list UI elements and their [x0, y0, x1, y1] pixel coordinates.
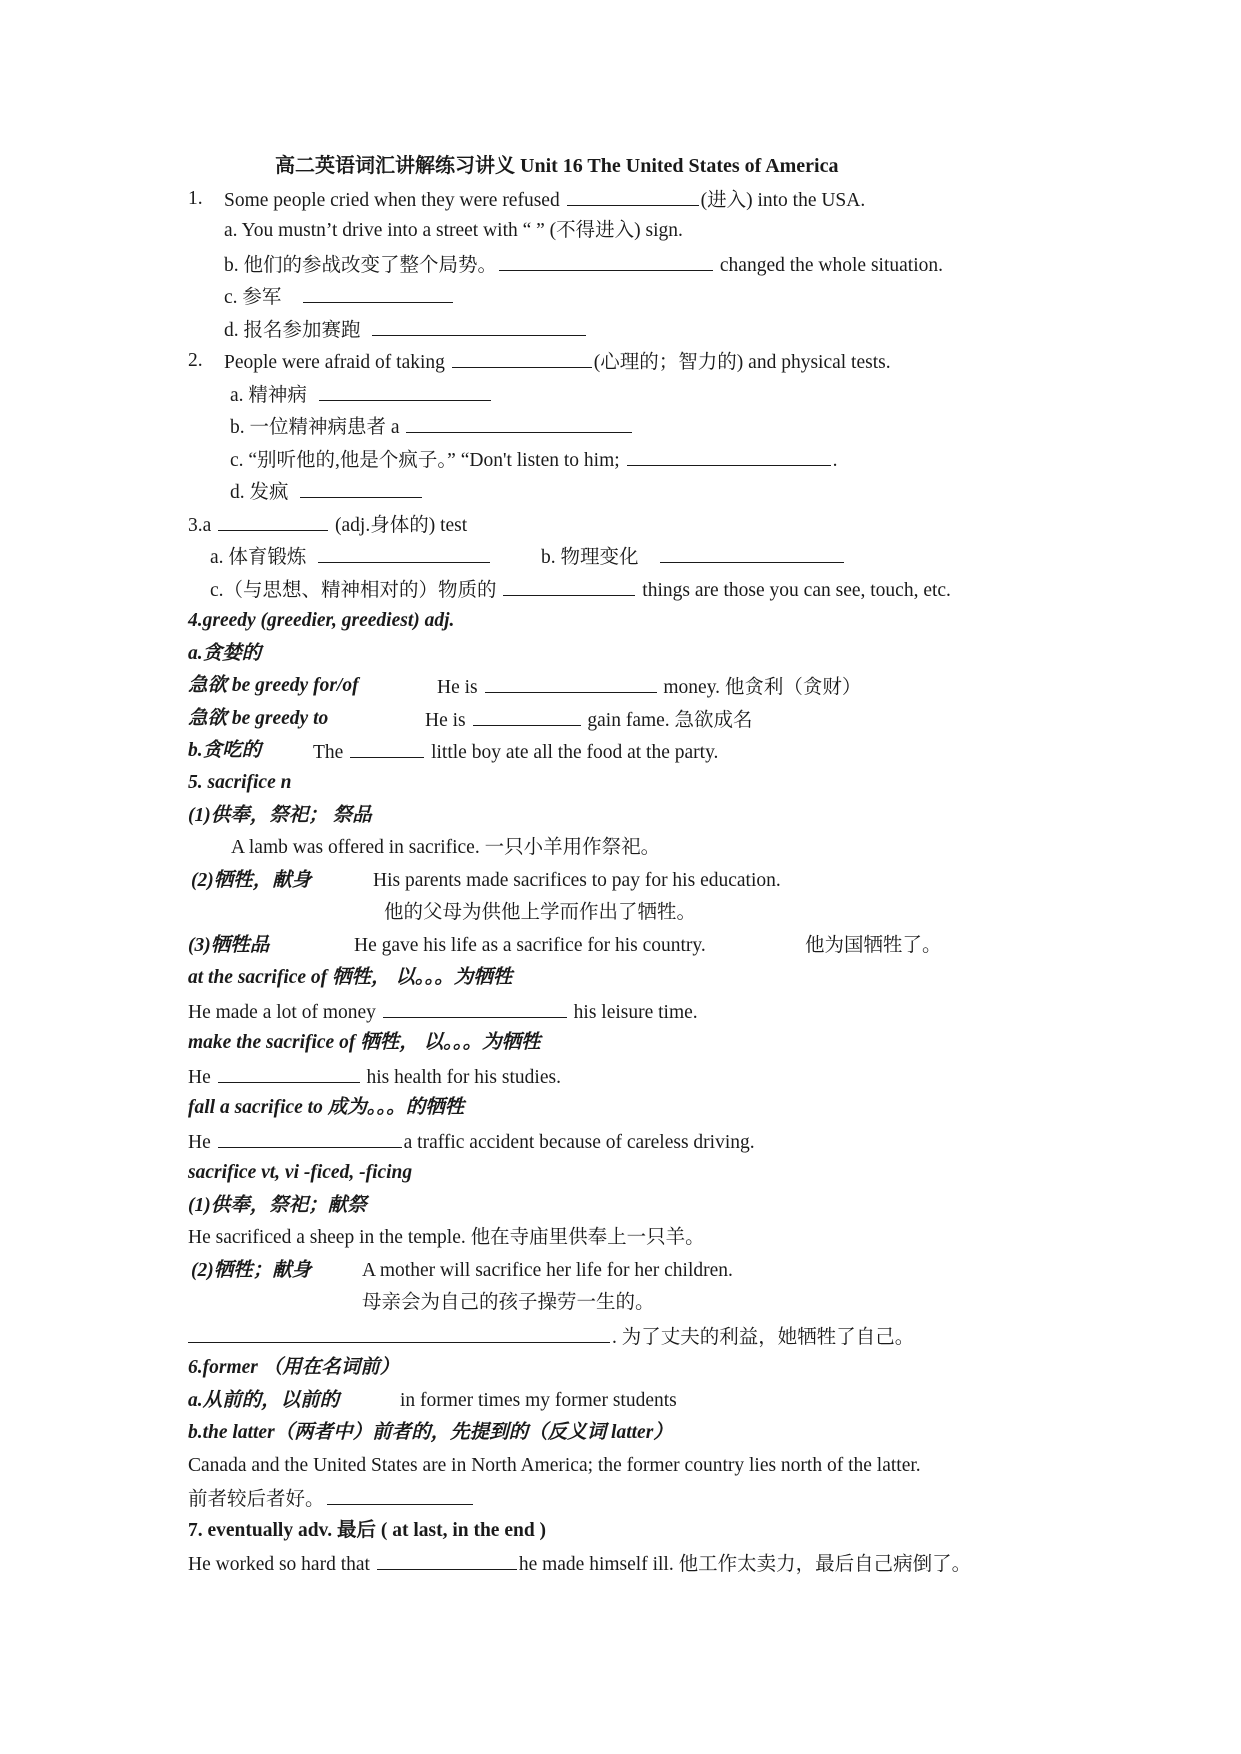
item-1-number: 1. — [188, 188, 203, 209]
sacrifice-example-2: His parents made sacrifices to pay for his education. — [373, 870, 781, 891]
answer-blank[interactable] — [300, 478, 422, 498]
answer-blank[interactable] — [218, 511, 328, 531]
item-6-exercise: 前者较后者好。 — [188, 1485, 475, 1513]
answer-blank[interactable] — [499, 251, 713, 271]
answer-blank[interactable] — [485, 673, 657, 693]
exercise-make-the-sacrifice-of: He his health for his studies. — [188, 1063, 561, 1091]
answer-blank[interactable] — [503, 576, 635, 596]
sacrifice-meaning-2: (2)牺牲，献身 — [191, 870, 312, 891]
answer-blank[interactable] — [303, 283, 453, 303]
answer-blank[interactable] — [188, 1323, 610, 1343]
item-1d: d. 报名参加赛跑 — [224, 316, 588, 344]
item-6a-examples: in former times my former students — [400, 1390, 677, 1411]
answer-blank[interactable] — [327, 1485, 473, 1505]
item-2c: c. “别听他的,他是个疯子。” “Don't listen to him; . — [230, 446, 837, 474]
item-3-sentence: 3.a (adj.身体的) test — [188, 511, 467, 539]
item-2-number: 2. — [188, 350, 203, 371]
item-2b: b. 一位精神病患者 a — [230, 413, 634, 441]
item-6-heading: 6.former （用在名词前） — [188, 1357, 400, 1378]
item-1c: c. 参军 — [224, 283, 455, 311]
sacrifice-example-2-cn: 他的父母为供他上学而作出了牺牲。 — [384, 902, 697, 923]
item-1a: a. You mustn’t drive into a street with “ ” (不得进入) sign. — [224, 220, 683, 241]
answer-blank[interactable] — [567, 186, 699, 206]
item-5-heading: 5. sacrifice n — [188, 772, 292, 793]
item-4-heading: 4.greedy (greedier, greediest) adj. — [188, 610, 455, 631]
item-7-exercise: He worked so hard that he made himself ill. 他工作太卖力，最后自己病倒了。 — [188, 1550, 971, 1578]
item-3c: c.（与思想、精神相对的）物质的 things are those you can see, touch, etc. — [210, 576, 951, 604]
answer-blank[interactable] — [627, 446, 831, 466]
item-2-sentence: People were afraid of taking (心理的；智力的) and physical tests. — [224, 348, 891, 376]
phrase-at-the-sacrifice-of: at the sacrifice of 牺牲， 以。。。为牺牲 — [188, 967, 513, 988]
exercise-fall-a-sacrifice-to: He a traffic accident because of careless driving. — [188, 1128, 755, 1156]
phrase-greedy-for: 急欲 be greedy for/of — [188, 675, 359, 696]
sacrifice-meaning-3: (3)牺牲品 — [188, 935, 270, 956]
item-2d: d. 发疯 — [230, 478, 424, 506]
answer-blank[interactable] — [452, 348, 592, 368]
answer-blank[interactable] — [318, 543, 490, 563]
answer-blank[interactable] — [660, 543, 844, 563]
phrase-greedy-to: 急欲 be greedy to — [188, 708, 329, 729]
exercise-at-the-sacrifice-of: He made a lot of money his leisure time. — [188, 998, 698, 1026]
sacrifice-verb-example-2-cn: 母亲会为自己的孩子操劳一生的。 — [362, 1292, 655, 1313]
example-greedy-food: The little boy ate all the food at the party. — [313, 738, 718, 766]
sacrifice-example-3: He gave his life as a sacrifice for his country. — [354, 935, 706, 956]
sacrifice-verb-example-2: A mother will sacrifice her life for her children. — [362, 1260, 733, 1281]
item-1-sentence: Some people cried when they were refused (进入) into the USA. — [224, 186, 865, 214]
page-title: 高二英语词汇讲解练习讲义 Unit 16 The United States of America — [275, 155, 839, 177]
item-7-heading: 7. eventually adv. 最后 ( at last, in the end ) — [188, 1520, 547, 1541]
item-6-example: Canada and the United States are in North America; the former country lies north of the latter. — [188, 1455, 921, 1476]
sacrifice-verb-example-1: He sacrificed a sheep in the temple. 他在寺庙里供奉上一只羊。 — [188, 1227, 705, 1248]
answer-blank[interactable] — [319, 381, 491, 401]
item-6a: a.从前的，以前的 — [188, 1390, 340, 1411]
item-4b: b.贪吃的 — [188, 740, 262, 761]
answer-blank[interactable] — [406, 413, 632, 433]
phrase-make-the-sacrifice-of: make the sacrifice of 牺牲， 以。。。为牺牲 — [188, 1032, 541, 1053]
item-1b: b. 他们的参战改变了整个局势。 changed the whole situation. — [224, 251, 943, 279]
sacrifice-example-3-cn: 他为国牺牲了。 — [805, 935, 942, 956]
sacrifice-meaning-1: (1)供奉，祭祀； 祭品 — [188, 805, 372, 826]
answer-blank[interactable] — [218, 1128, 402, 1148]
sacrifice-verb-heading: sacrifice vt, vi -ficed, -ficing — [188, 1162, 413, 1183]
item-2a: a. 精神病 — [230, 381, 493, 409]
sacrifice-example-1: A lamb was offered in sacrifice. 一只小羊用作祭祀。 — [231, 837, 661, 858]
sacrifice-verb-meaning-2: (2)牺牲；献身 — [191, 1260, 312, 1281]
answer-blank[interactable] — [473, 706, 581, 726]
phrase-fall-a-sacrifice-to: fall a sacrifice to 成为。。。的牺牲 — [188, 1097, 465, 1118]
item-3a: a. 体育锻炼 — [210, 543, 492, 571]
example-greedy-for: He is money. 他贪利（贪财） — [437, 673, 861, 701]
item-4a: a.贪婪的 — [188, 643, 262, 664]
answer-blank[interactable] — [377, 1550, 517, 1570]
answer-blank[interactable] — [218, 1063, 360, 1083]
item-6b: b.the latter（两者中）前者的，先提到的（反义词 latter） — [188, 1422, 673, 1443]
item-3b: b. 物理变化 — [541, 543, 846, 571]
answer-blank[interactable] — [383, 998, 567, 1018]
exercise-sacrifice-herself: . 为了丈夫的利益，她牺牲了自己。 — [188, 1323, 914, 1351]
answer-blank[interactable] — [372, 316, 586, 336]
sacrifice-verb-meaning-1: (1)供奉，祭祀；献祭 — [188, 1195, 367, 1216]
answer-blank[interactable] — [350, 738, 424, 758]
example-greedy-to: He is gain fame. 急欲成名 — [425, 706, 753, 734]
